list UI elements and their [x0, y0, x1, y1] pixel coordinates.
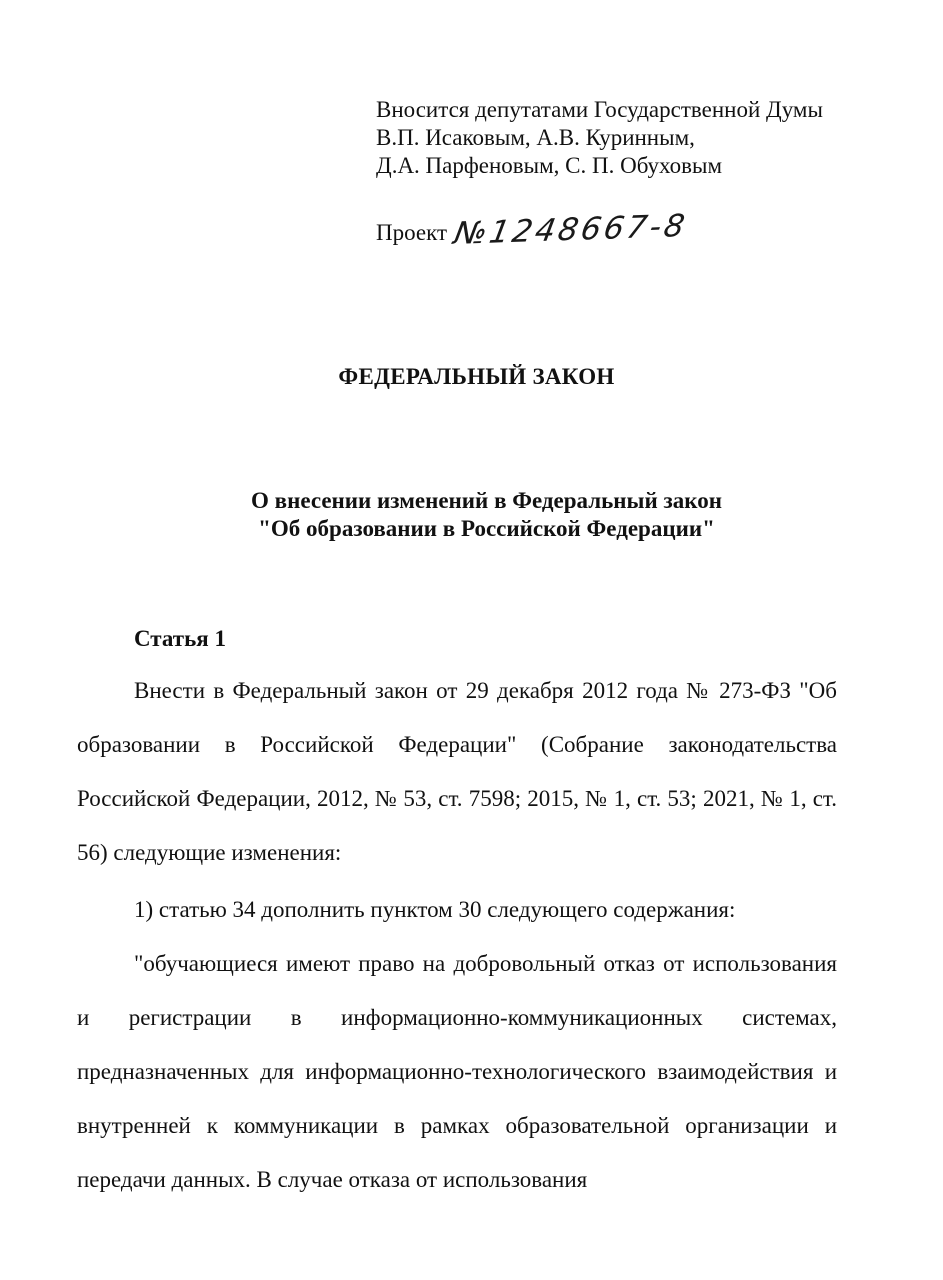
article-item-1-text: 1) статью 34 дополнить пунктом 30 следующего содержания:: [134, 897, 736, 922]
document-title-line-2: "Об образовании в Российской Федерации": [258, 516, 715, 541]
document-title: [0, 487, 943, 543]
project-number-handwritten: №1248667-8: [451, 207, 691, 253]
article-quote-text: "обучающиеся имеют право на добровольный отказ от использования и регистрации в информационно-коммуникационных системах, предназначенных для информационно-технологического взаимодействия и внутренней к коммуникации в рамках образовательной организации и передачи данных. В случае отказа от использования: [77, 951, 837, 1192]
introducers-line-2: В.П. Исаковым, А.В. Куринным,: [376, 125, 695, 150]
article-quote-paragraph: [77, 937, 837, 1207]
article-item-1: [77, 883, 837, 937]
project-label: Проект: [376, 220, 448, 245]
project-line: [376, 207, 691, 253]
document-title-line-1: О внесении изменений в Федеральный закон: [251, 488, 722, 513]
article-intro-text: Внести в Федеральный закон от 29 декабря 2012 года № 273-ФЗ "Об образовании в Российской Федерации" (Собрание законодательства Российской Федерации, 2012, № 53, ст. 7598; 2015, № 1, ст. 53; 2021, № 1, ст. 56) следующие изменения:: [77, 678, 837, 865]
article-heading: Статья 1: [134, 626, 226, 651]
article-intro-paragraph: [77, 664, 837, 880]
introducers-line-1: Вносится депутатами Государственной Думы: [376, 97, 823, 122]
document-type-heading: ФЕДЕРАЛЬНЫЙ ЗАКОН: [338, 364, 615, 389]
introducers-block: [376, 96, 823, 180]
introducers-line-3: Д.А. Парфеновым, С. П. Обуховым: [376, 153, 723, 178]
